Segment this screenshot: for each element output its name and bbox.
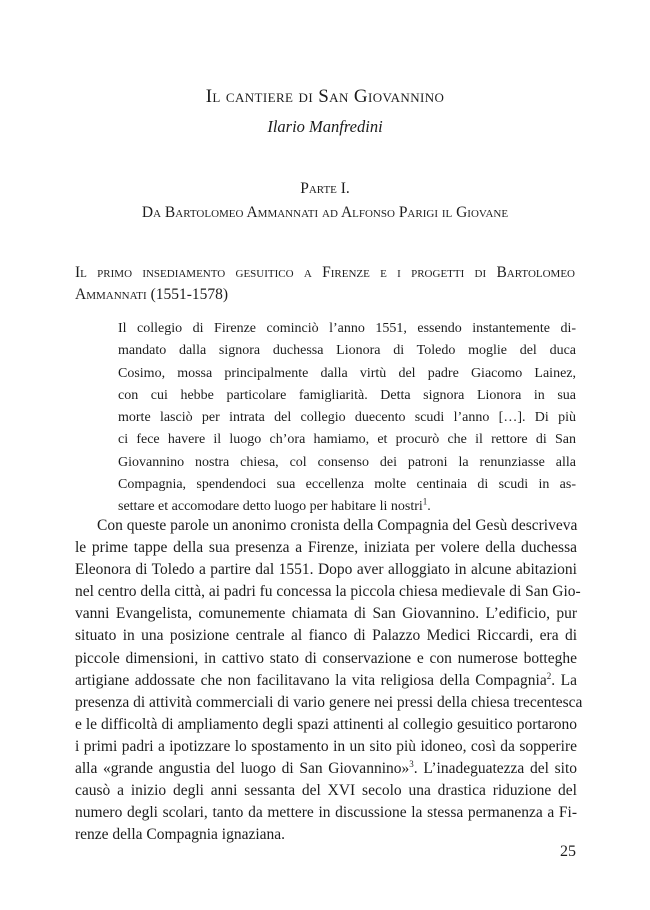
- body-line: nel centro della città, ai padri fu concessa la piccola chiesa medievale di San Gio-: [75, 583, 581, 601]
- quote-line: Cosimo, mossa principalmente dalla virtù del padre Giacomo Lainez,: [118, 365, 576, 381]
- section-heading: [75, 262, 575, 306]
- quote-line: settare et accomodare detto luogo per habitare li nostri$^1$.: [118, 496, 431, 515]
- author-name: Ilario Manfredini: [267, 117, 383, 136]
- quote-line-text: settare et accomodare detto luogo per habitare li nostri: [118, 499, 423, 515]
- body-line-text: alla «grande angustia del luogo di San Giovannino»: [75, 760, 410, 778]
- body-paragraph: [75, 515, 583, 846]
- body-line: e le difficoltà di ampliamento degli spazi attinenti al collegio gesuitico portarono: [75, 715, 577, 733]
- part-subtitle: Da Bartolomeo Ammannati ad Alfonso Parigi il Giovane: [141, 204, 509, 221]
- quote-line: Giovannino nostra chiesa, col consenso dei patroni la renunziasse alla: [118, 454, 576, 470]
- footnote-ref[interactable]: 3: [409, 758, 414, 769]
- body-line-text: artigiane addossate che non facilitavano la vita religiosa della Compagnia: [75, 671, 547, 689]
- body-line: renze della Compagnia ignaziana.: [75, 826, 286, 844]
- body-line: situato in una posizione centrale al fianco di Palazzo Medici Riccardi, era di: [75, 627, 577, 645]
- quote-line: mandato dalla signora duchessa Lionora di Toledo moglie del duca: [118, 343, 576, 359]
- quote-line: morte lasciò per intrata del collegio duecento scudi l’anno […]. Di più: [118, 410, 576, 426]
- body-line: Eleonora di Toledo a partire dal 1551. Dopo aver alloggiato in alcune abitazioni: [75, 561, 577, 579]
- page-number: 25: [560, 843, 576, 860]
- section-heading-line: Ammannati (1551-1578): [75, 286, 229, 303]
- quote-line: Il collegio di Firenze cominciò l’anno 1551, essendo instantemente di-: [118, 321, 576, 336]
- body-line: [75, 670, 577, 692]
- body-line: piccole dimensioni, in cattivo stato di conservazione e con numerose botteghe: [75, 649, 577, 667]
- chapter-title: Il cantiere di San Giovannino: [205, 86, 445, 107]
- body-line: presenza di attività commerciali di vario genere nei pressi della chiesa trecentesca: [75, 693, 583, 711]
- body-line: le prime tappe della sua presenza a Firenze, iniziata per volere della duchessa: [75, 539, 577, 557]
- body-line: numero degli scolari, tanto da mettere in discussione la stessa permanenza a Fi-: [75, 804, 577, 822]
- footnote-ref[interactable]: 2: [546, 670, 552, 681]
- body-line: [75, 758, 577, 780]
- block-quote: [118, 318, 576, 519]
- body-line-suffix: . La: [551, 671, 577, 689]
- body-line: i primi padri a ipotizzare lo spostamento in un sito più idoneo, così da sopperire: [75, 737, 577, 755]
- section-heading-line: Il primo insediamento gesuitico a Firenze e i progetti di Bartolomeo: [75, 264, 575, 281]
- quote-line: Compagnia, spendendoci sua eccellenza molte centinaia di scudi in as-: [118, 477, 576, 493]
- footnote-ref[interactable]: 1: [422, 496, 428, 507]
- part-label: Parte I.: [300, 180, 350, 197]
- body-line-suffix: . L’inadeguatezza del sito: [413, 760, 577, 778]
- body-line: Con queste parole un anonimo cronista della Compagnia del Gesù descriveva: [97, 517, 578, 534]
- quote-line: con cui hebbe particolare famigliarità. Detta signora Lionora in sua: [118, 387, 576, 403]
- body-line: vanni Evangelista, comunemente chiamata di San Giovannino. L’edificio, pur: [75, 605, 577, 623]
- quote-line: ci fece havere il luogo ch’ora hamiamo, et procurò che il rettore di San: [118, 432, 576, 448]
- body-line: causò a inizio degli anni sessanta del XVI secolo una drastica riduzione del: [75, 782, 577, 800]
